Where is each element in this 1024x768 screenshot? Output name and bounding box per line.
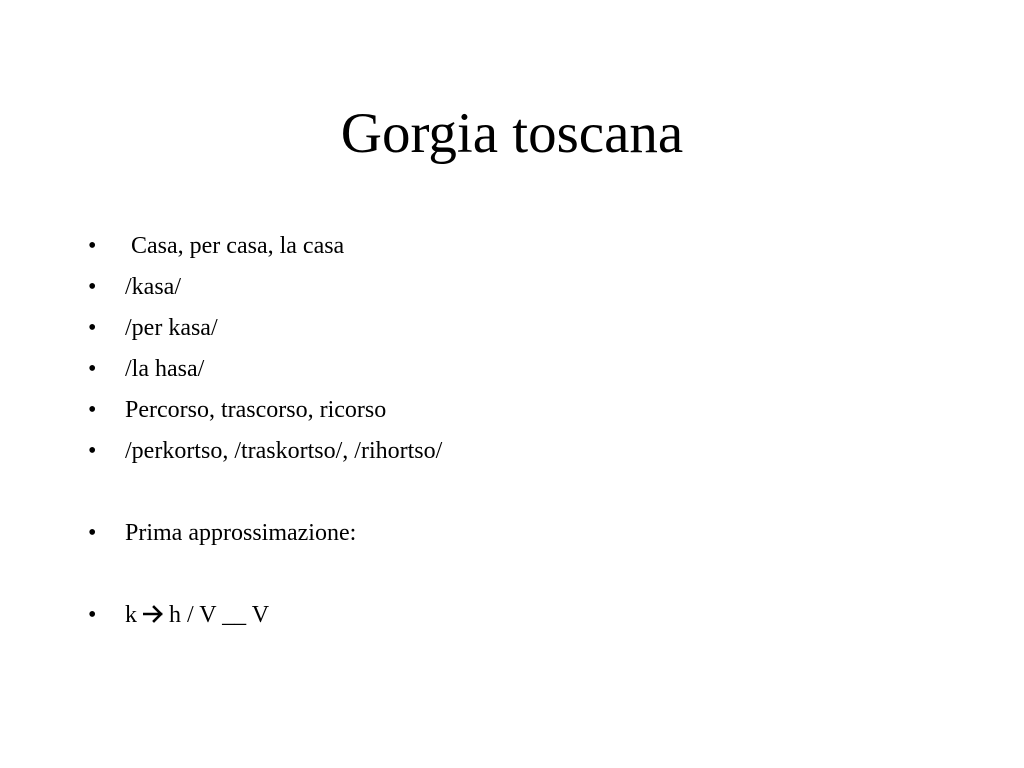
right-arrow-icon [143, 598, 165, 634]
bullet-dot: • [88, 233, 97, 259]
bullet-item [88, 351, 948, 392]
slide-title: Gorgia toscana [340, 102, 684, 165]
bullet-dot: • [88, 520, 97, 546]
bullet-item [88, 228, 948, 269]
bullet-dot: • [88, 315, 97, 341]
bullet-item-rule [88, 597, 948, 638]
bullet-item [88, 392, 948, 433]
bullet-dot: • [88, 438, 97, 464]
bullet-text: Percorso, trascorso, ricorso [125, 397, 387, 423]
rule-input: k [125, 602, 137, 628]
bullet-text: /kasa/ [125, 274, 181, 300]
bullet-item [88, 433, 948, 474]
bullet-text: /per kasa/ [125, 315, 218, 341]
rule-text [125, 597, 269, 634]
bullet-item [88, 310, 948, 351]
bullet-text: /perkortso, /traskortso/, /rihortso/ [125, 438, 443, 464]
rule-rest: h / V __ V [169, 602, 270, 628]
bullet-spacer [88, 474, 948, 515]
bullet-dot: • [88, 397, 97, 423]
bullet-item [88, 269, 948, 310]
bullet-dot: • [88, 356, 97, 382]
bullet-list [88, 228, 948, 638]
bullet-text: Prima approssimazione: [125, 520, 357, 546]
bullet-text: /la hasa/ [125, 356, 205, 382]
bullet-dot: • [88, 602, 97, 628]
bullet-dot: • [88, 274, 97, 300]
bullet-item [88, 515, 948, 556]
bullet-text: Casa, per casa, la casa [125, 233, 345, 259]
bullet-spacer [88, 556, 948, 597]
